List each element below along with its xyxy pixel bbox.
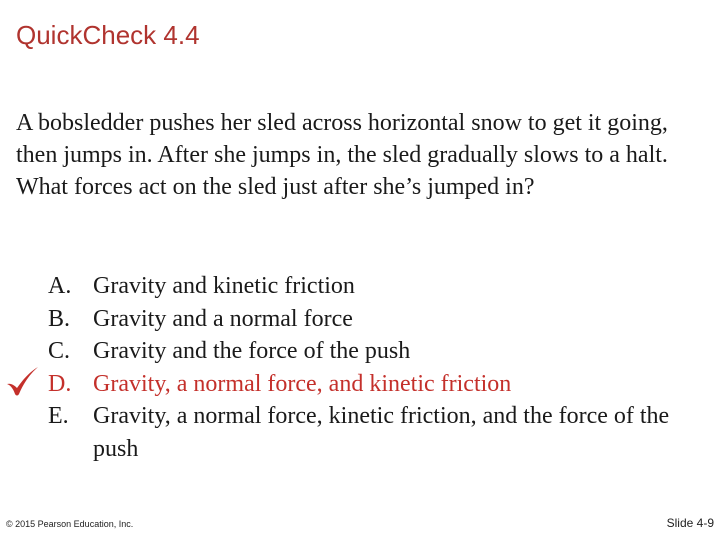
choice-letter: E. <box>48 403 69 429</box>
choice-b <box>0 303 720 336</box>
choice-text: Gravity and kinetic friction <box>93 273 355 299</box>
choice-a <box>0 270 720 303</box>
slide-title: QuickCheck 4.4 <box>16 20 200 50</box>
choice-text: Gravity, a normal force, kinetic friction, and the force of the push <box>93 403 670 462</box>
choice-letter: A. <box>48 273 72 299</box>
choice-d-correct <box>0 368 720 401</box>
choice-e <box>0 400 720 465</box>
choice-letter: B. <box>48 305 71 332</box>
choice-text: Gravity and the force of the push <box>93 338 411 364</box>
copyright-notice: © 2015 Pearson Education, Inc. <box>6 519 134 529</box>
question-text: A bobsledder pushes her sled across horizontal snow to get it going, then jumps in. After she jumps in, the sled gradually slows to a halt. What forces act on the sled just after she’s jumped in? <box>16 110 668 200</box>
slide-number: Slide 4-9 <box>666 516 714 530</box>
choice-letter: D. <box>48 370 72 397</box>
choice-c <box>0 335 720 368</box>
answer-choices <box>0 270 720 465</box>
choice-text: Gravity, a normal force, and kinetic friction <box>93 370 512 397</box>
choice-text: Gravity and a normal force <box>93 305 353 332</box>
choice-letter: C. <box>48 338 71 364</box>
